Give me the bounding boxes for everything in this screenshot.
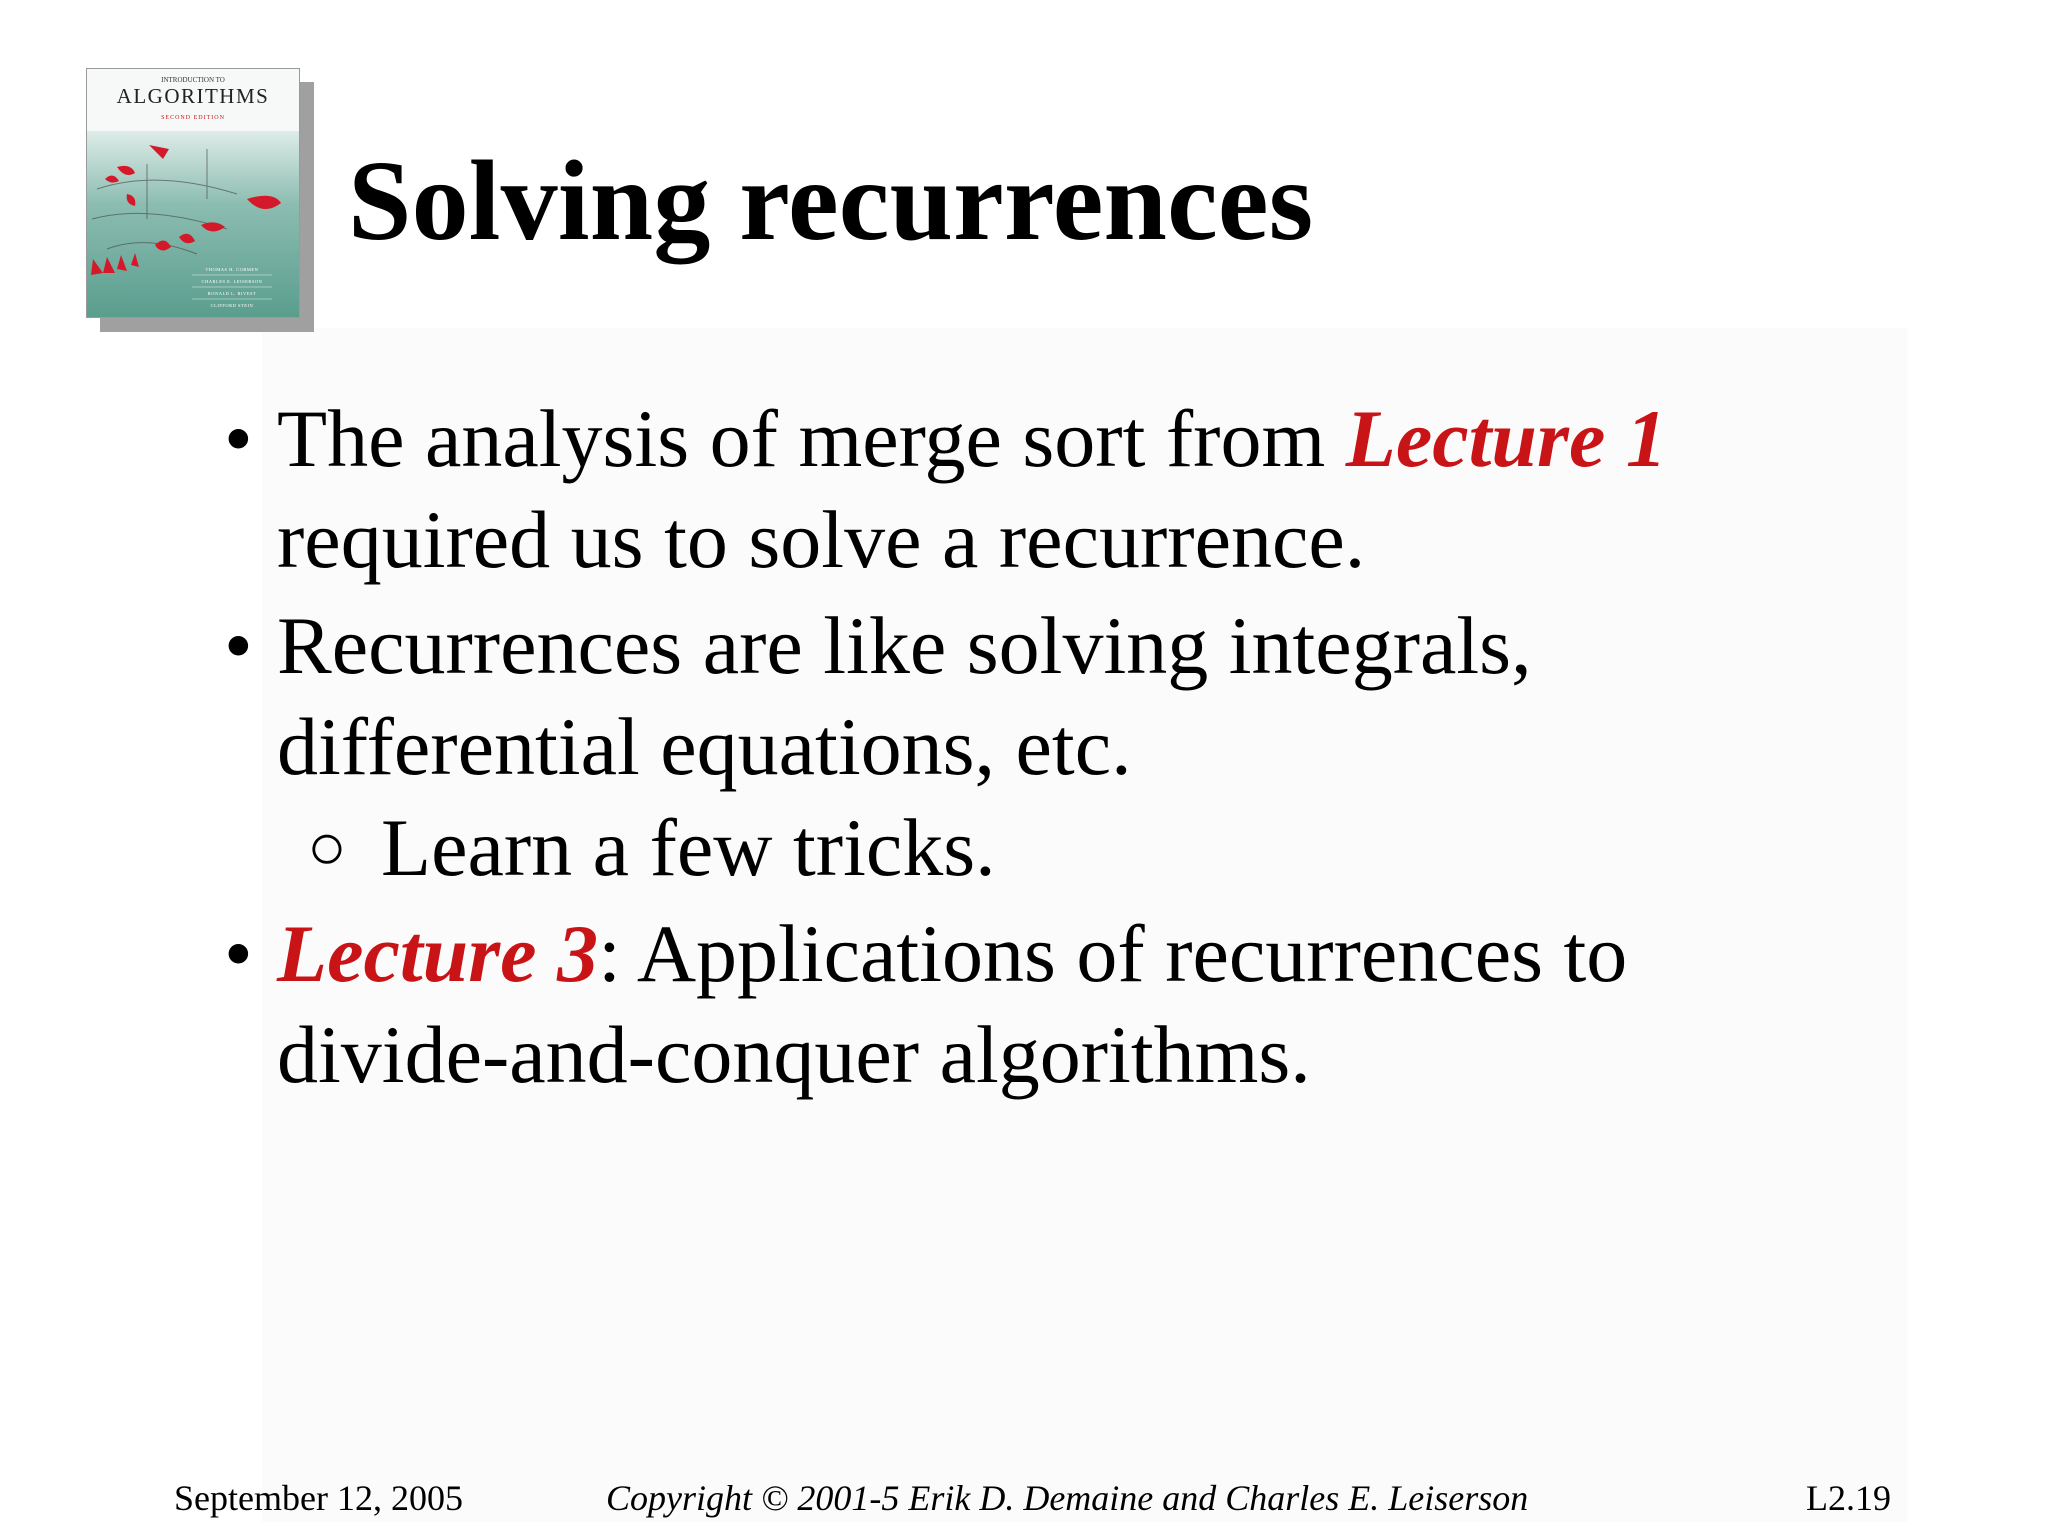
footer-slide-number: L2.19 bbox=[1806, 1478, 1891, 1518]
sub-bullet-item bbox=[277, 797, 1874, 898]
book-cover bbox=[86, 68, 314, 332]
cover-title-text: ALGORITHMS bbox=[116, 84, 270, 108]
cover-author-text: THOMAS H. CORMEN bbox=[205, 267, 259, 272]
bullet-text: required us to solve a recurrence. bbox=[277, 494, 1366, 585]
bullet-text: Recurrences are like solving integrals, differential equations, etc. bbox=[277, 600, 1532, 792]
bullet-item bbox=[224, 595, 1874, 898]
lecture-3-reference: Lecture 3 bbox=[277, 908, 599, 999]
bullet-marker: • bbox=[224, 600, 253, 691]
bullet-list bbox=[224, 388, 1874, 1110]
cover-series-text: INTRODUCTION TO bbox=[161, 76, 225, 84]
footer-date: September 12, 2005 bbox=[174, 1478, 463, 1518]
bullet-marker: • bbox=[224, 393, 253, 484]
algorithms-book-cover-icon bbox=[86, 68, 300, 318]
bullet-text: The analysis of merge sort from bbox=[277, 393, 1346, 484]
cover-author-text: RONALD L. RIVEST bbox=[207, 291, 257, 296]
bullet-item bbox=[224, 903, 1874, 1105]
slide-title: Solving recurrences bbox=[348, 137, 1314, 264]
bullet-marker: • bbox=[224, 908, 253, 999]
cover-author-text: CHARLES E. LEISERSON bbox=[201, 279, 263, 284]
footer-copyright: Copyright © 2001-5 Erik D. Demaine and Charles E. Leiserson bbox=[606, 1478, 1529, 1518]
lecture-1-reference: Lecture 1 bbox=[1345, 393, 1667, 484]
sub-bullet-marker: ○ bbox=[307, 811, 347, 884]
cover-edition-text: SECOND EDITION bbox=[161, 115, 225, 121]
cover-author-text: CLIFFORD STEIN bbox=[210, 303, 254, 308]
bullet-item bbox=[224, 388, 1874, 590]
sub-bullet-text: Learn a few tricks. bbox=[381, 802, 996, 893]
bullet-text: : Applications of recurrences to divide-and-conquer algorithms. bbox=[277, 908, 1628, 1100]
